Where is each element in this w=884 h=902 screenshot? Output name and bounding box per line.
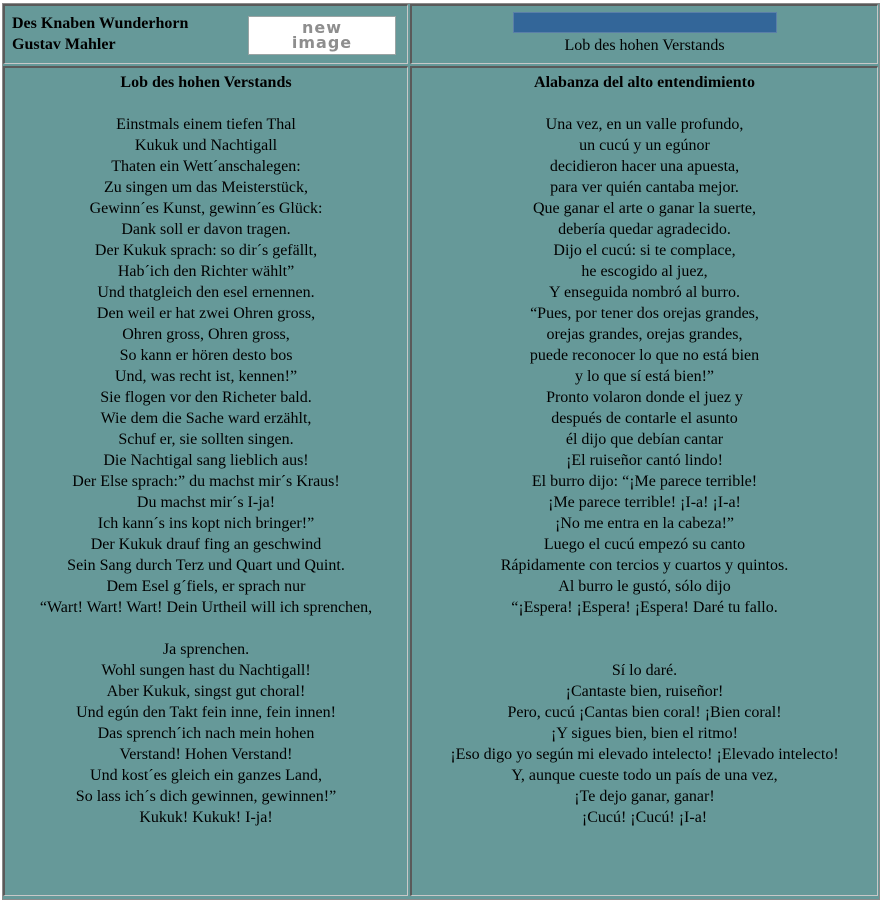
work-title: Des Knaben Wunderhorn	[12, 15, 189, 32]
german-verse-line: Der Kukuk drauf fing an geschwind	[90, 536, 322, 553]
spanish-verse-line: ¡Me parece terrible! ¡I-a! ¡I-a!	[548, 494, 741, 511]
german-verse-line: So kann er hören desto bos	[119, 347, 293, 364]
spanish-verse-line	[412, 618, 877, 639]
german-verse-line: Sie flogen vor den Richeter bald.	[100, 389, 312, 406]
german-verse-line: Sein Sang durch Terz und Quart und Quint.	[67, 557, 345, 574]
german-verse-line: Wohl sungen hast du Nachtigall!	[101, 662, 311, 679]
german-verse-line: Das sprench´ich nach mein hohen	[97, 725, 315, 742]
german-verse-line: Thaten ein Wett´anschalegen:	[111, 158, 301, 175]
spanish-verse-line: ¡Cucú! ¡Cucú! ¡I-a!	[581, 809, 708, 826]
spanish-poem-title: Alabanza del alto entendimiento	[534, 74, 755, 91]
spanish-verse-line: Sí lo daré.	[611, 662, 678, 679]
german-verse-line: Kukuk! Kukuk! I-ja!	[139, 809, 273, 826]
spanish-poem	[412, 72, 877, 828]
spanish-verse-line: ¡No me entra en la cabeza!”	[555, 515, 734, 532]
german-verse-line: Schuf er, sie sollten singen.	[118, 431, 294, 448]
header-text	[12, 13, 188, 55]
german-verse-line: Den weil er hat zwei Ohren gross,	[96, 305, 316, 322]
spanish-verse-line: El burro dijo: “¡Me parece terrible!	[531, 473, 758, 490]
spanish-verse-line: ¡Te dejo ganar, ganar!	[574, 788, 715, 805]
spanish-verse-line: él dijo que debían cantar	[565, 431, 724, 448]
german-verse-line: Aber Kukuk, singst gut choral!	[106, 683, 306, 700]
german-verse-line: Hab´ich den Richter wählt”	[117, 263, 295, 280]
new-image-placeholder	[248, 16, 396, 55]
spanish-verse-line: Luego el cucú empezó su canto	[543, 536, 746, 553]
german-verse-line: Ohren gross, Ohren gross,	[122, 326, 290, 343]
spanish-verse-line: Y enseguida nombró al burro.	[549, 284, 740, 301]
spanish-verse-line: orejas grandes, orejas grandes,	[546, 326, 743, 343]
german-verse-line: Der Kukuk sprach: so dir´s gefällt,	[94, 242, 318, 259]
spanish-verse-line: Una vez, en un valle profundo,	[545, 116, 744, 133]
spanish-verse-line: ¡Cantaste bien, ruiseñor!	[565, 683, 724, 700]
german-verse-line: Und thatgleich den esel ernennen.	[97, 284, 315, 301]
spanish-verse-line: he escogido al juez,	[581, 263, 708, 280]
spanish-verse-line: ¡El ruiseñor cantó lindo!	[566, 452, 723, 469]
header-info-cell	[3, 4, 408, 64]
german-verse-line: Zu singen um das Meisterstück,	[104, 179, 308, 196]
spanish-verse-line: Al burro le gustó, sólo dijo	[558, 578, 731, 595]
german-verse-line: Dem Esel g´fiels, er sprach nur	[106, 578, 306, 595]
header-title-cell	[410, 4, 878, 64]
german-verse-line: Verstand! Hohen Verstand!	[119, 746, 293, 763]
spanish-verse-line: Y, aunque cueste todo un país de una vez,	[511, 767, 778, 784]
composer-name: Gustav Mahler	[12, 36, 116, 53]
spanish-verse-line: para ver quién cantaba mejor.	[550, 179, 739, 196]
german-poem	[5, 72, 407, 828]
german-verse-line: “Wart! Wart! Wart! Dein Urtheil will ich sprenchen,	[39, 599, 373, 616]
german-verse-line: Ich kann´s ins kopt nich bringer!”	[97, 515, 315, 532]
spanish-verse-line: ¡Y sigues bien, bien el ritmo!	[551, 725, 738, 742]
spanish-verse-line: ¡Eso digo yo según mi elevado intelecto! ¡Elevado intelecto!	[450, 746, 839, 763]
german-verse-line: So lass ich´s dich gewinnen, gewinnen!”	[75, 788, 337, 805]
german-verse-line: Ja sprenchen.	[162, 641, 250, 658]
spanish-verse-line: decidieron hacer una apuesta,	[549, 158, 740, 175]
german-verse-line: Und kost´es gleich ein ganzes Land,	[90, 767, 322, 784]
spanish-verse-line: después de contarle el asunto	[551, 410, 738, 427]
spanish-verse-line: “Pues, por tener dos orejas grandes,	[530, 305, 759, 322]
song-title: Lob des hohen Verstands	[564, 37, 725, 54]
spanish-verse-line: un cucú y un egúnor	[579, 137, 710, 154]
german-verse-line: Die Nachtigal sang lieblich aus!	[103, 452, 309, 469]
german-verse-line: Und egún den Takt fein inne, fein innen!	[76, 704, 336, 721]
spanish-poem-lines	[412, 93, 877, 828]
german-verse-line	[5, 618, 407, 639]
spanish-verse-line: Que ganar el arte o ganar la suerte,	[533, 200, 756, 217]
german-verse-line: Du machst mir´s I-ja!	[136, 494, 276, 511]
german-verse-line: Der Else sprach:” du machst mir´s Kraus!	[72, 473, 340, 490]
german-verse-line: Wie dem die Sache ward erzählt,	[100, 410, 312, 427]
spanish-verse-line: Dijo el cucú: si te complace,	[553, 242, 736, 259]
spanish-verse-line	[412, 93, 877, 114]
spanish-verse-line: “¡Espera! ¡Espera! ¡Espera! Daré tu fallo.	[511, 599, 778, 616]
german-poem-title: Lob des hohen Verstands	[120, 74, 292, 91]
german-verse-line: Gewinn´es Kunst, gewinn´es Glück:	[89, 200, 323, 217]
german-verse-line: Einstmals einem tiefen Thal	[116, 116, 296, 133]
spanish-verse-line: puede reconocer lo que no está bien	[529, 347, 760, 364]
german-poem-lines	[5, 93, 407, 828]
spanish-verse-line: debería quedar agradecido.	[558, 221, 731, 238]
spanish-verse-line: Pronto volaron donde el juez y	[546, 389, 743, 406]
spanish-verse-line	[412, 639, 877, 660]
spanish-text-cell	[410, 66, 878, 896]
title-banner-bar	[513, 12, 777, 33]
spanish-verse-line: Rápidamente con tercios y cuartos y quintos.	[500, 557, 789, 574]
german-verse-line	[5, 93, 407, 114]
spanish-verse-line: Pero, cucú ¡Cantas bien coral! ¡Bien coral!	[507, 704, 782, 721]
placeholder-word-1: new	[301, 18, 343, 37]
german-verse-line: Kukuk und Nachtigall	[134, 137, 278, 154]
spanish-verse-line: y lo que sí está bien!”	[574, 368, 715, 385]
placeholder-word-2: image	[291, 33, 353, 52]
german-verse-line: Und, was recht ist, kennen!”	[114, 368, 298, 385]
german-text-cell	[3, 66, 408, 896]
german-verse-line: Dank soll er davon tragen.	[121, 221, 291, 238]
